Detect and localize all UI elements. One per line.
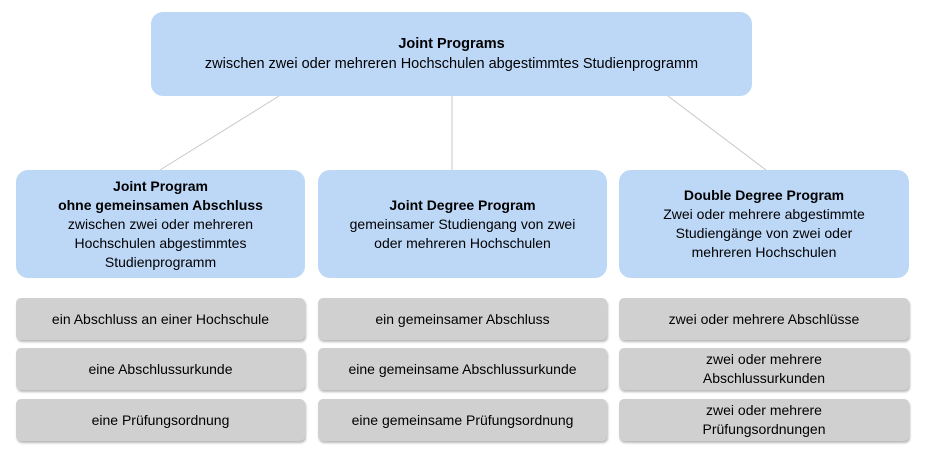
detail-degree-text: ein gemeinsamer Abschluss bbox=[375, 310, 550, 327]
program-description: gemeinsamer Studiengang von zwei bbox=[349, 215, 576, 232]
detail-regulations-box bbox=[619, 399, 909, 441]
program-description: oder mehreren Hochschulen bbox=[374, 234, 551, 251]
program-title: Joint Program bbox=[113, 177, 208, 194]
root-node-joint-programs bbox=[151, 12, 752, 96]
program-description: mehreren Hochschulen bbox=[691, 244, 837, 260]
root-title: Joint Programs bbox=[398, 36, 505, 52]
detail-degree-text: ein Abschluss an einer Hochschule bbox=[51, 310, 270, 327]
detail-regulations-box bbox=[16, 399, 305, 441]
program-box-joint-degree bbox=[318, 170, 607, 278]
root-subtitle: zwischen zwei oder mehreren Hochschulen abgestimmtes Studienprogramm bbox=[204, 56, 699, 72]
detail-degree-box bbox=[318, 298, 607, 340]
detail-certificate-text: Abschlussurkunden bbox=[702, 370, 826, 386]
program-description: Studiengänge von zwei oder bbox=[675, 225, 853, 241]
connector-left bbox=[160, 96, 279, 170]
program-description: zwischen zwei oder mehreren bbox=[67, 215, 254, 232]
detail-degree-box bbox=[619, 298, 909, 340]
program-description: Zwei oder mehrere abgestimmte bbox=[663, 206, 865, 222]
detail-certificate-box bbox=[16, 348, 305, 390]
program-title: Double Degree Program bbox=[683, 187, 845, 203]
detail-certificate-box bbox=[318, 348, 607, 390]
detail-regulations-text: eine gemeinsame Prüfungsordnung bbox=[351, 411, 574, 428]
detail-regulations-box bbox=[318, 399, 607, 441]
detail-certificate-box bbox=[619, 348, 909, 390]
detail-certificate-text: eine gemeinsame Abschlussurkunde bbox=[348, 360, 577, 377]
program-title: Joint Degree Program bbox=[389, 196, 536, 213]
program-description: Hochschulen abgestimmtes bbox=[74, 234, 247, 251]
connector-right bbox=[668, 96, 766, 170]
detail-degree-box bbox=[16, 298, 305, 340]
detail-certificate-text: eine Abschlussurkunde bbox=[88, 360, 233, 377]
program-description: Studienprogramm bbox=[104, 253, 217, 270]
detail-regulations-text: zwei oder mehrere bbox=[706, 402, 822, 418]
detail-certificate-text: zwei oder mehrere bbox=[706, 351, 822, 367]
detail-regulations-text: Prüfungsordnungen bbox=[702, 421, 826, 437]
program-title: ohne gemeinsamen Abschluss bbox=[58, 196, 263, 213]
program-box-double-degree bbox=[619, 170, 909, 278]
detail-degree-text: zwei oder mehrere Abschlüsse bbox=[668, 310, 860, 327]
detail-regulations-text: eine Prüfungsordnung bbox=[91, 411, 230, 428]
program-box-joint-program bbox=[16, 170, 305, 278]
